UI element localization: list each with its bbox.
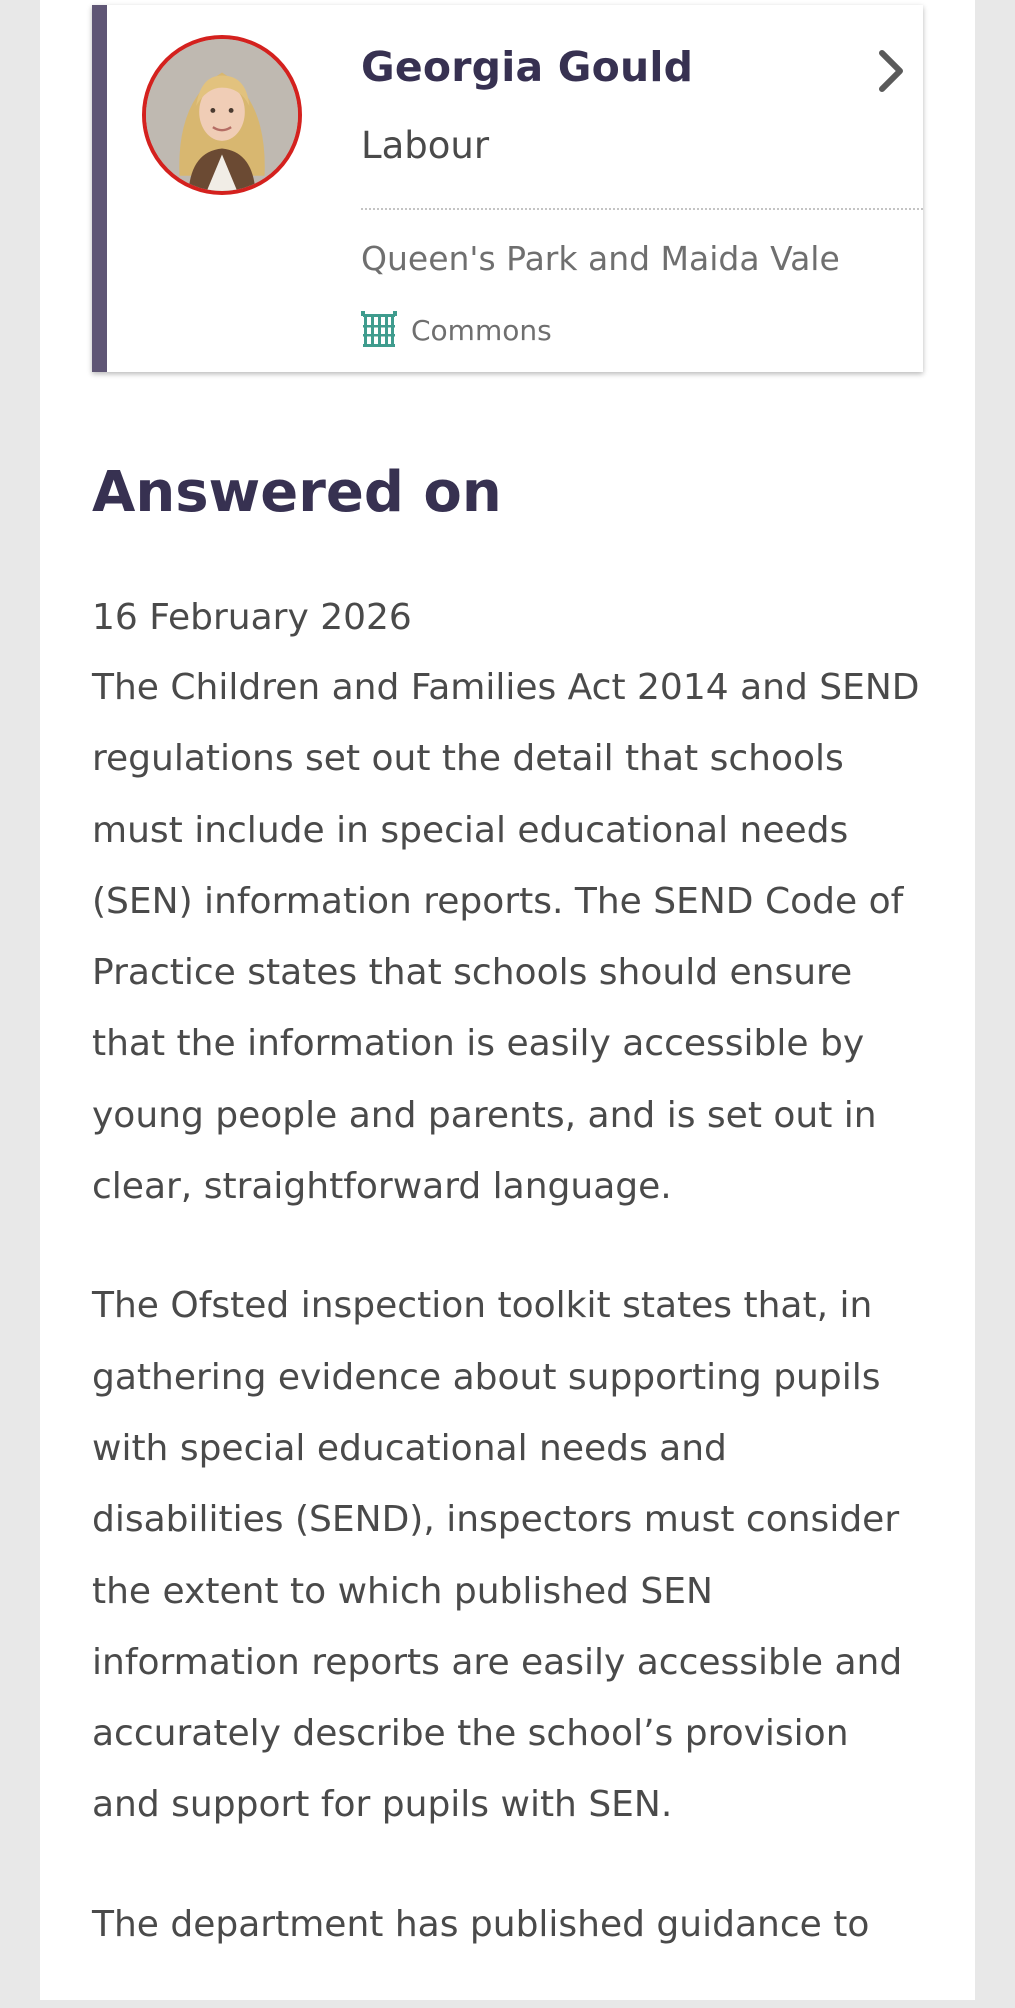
page-container bbox=[40, 0, 975, 2000]
answer-body bbox=[92, 652, 924, 2008]
answer-date: 16 February 2026 bbox=[92, 597, 412, 638]
member-avatar bbox=[142, 35, 302, 195]
member-party: Labour bbox=[361, 124, 490, 167]
member-card[interactable] bbox=[92, 5, 923, 372]
member-portrait-icon bbox=[146, 39, 298, 191]
chevron-right-icon[interactable] bbox=[875, 49, 907, 93]
answer-paragraph: The Children and Families Act 2014 and SEND regulations set out the detail that schools must include in special educational needs (SEN) information reports. The SEND Code of Practice states that schools should ensure that the information is easily accessible by young people and parents, and is set out in clear, straightforward language. bbox=[92, 667, 920, 1208]
card-divider bbox=[361, 208, 923, 210]
answer-paragraph: The department has published guidance to bbox=[92, 1903, 870, 1945]
answer-paragraph: The Ofsted inspection toolkit states that, in gathering evidence about supporting pupils with special educational needs and disabilities (SEND), inspectors must consider the extent to which published SEN information reports are easily accessible and accurately describe the school’s provision and support for pupils with SEN. bbox=[92, 1285, 903, 1826]
house-row bbox=[361, 310, 552, 350]
answered-on-heading: Answered on bbox=[92, 460, 502, 525]
member-constituency: Queen's Park and Maida Vale bbox=[361, 239, 840, 278]
house-label: Commons bbox=[411, 313, 552, 347]
member-name[interactable]: Georgia Gould bbox=[361, 43, 694, 91]
portcullis-icon bbox=[361, 311, 397, 349]
